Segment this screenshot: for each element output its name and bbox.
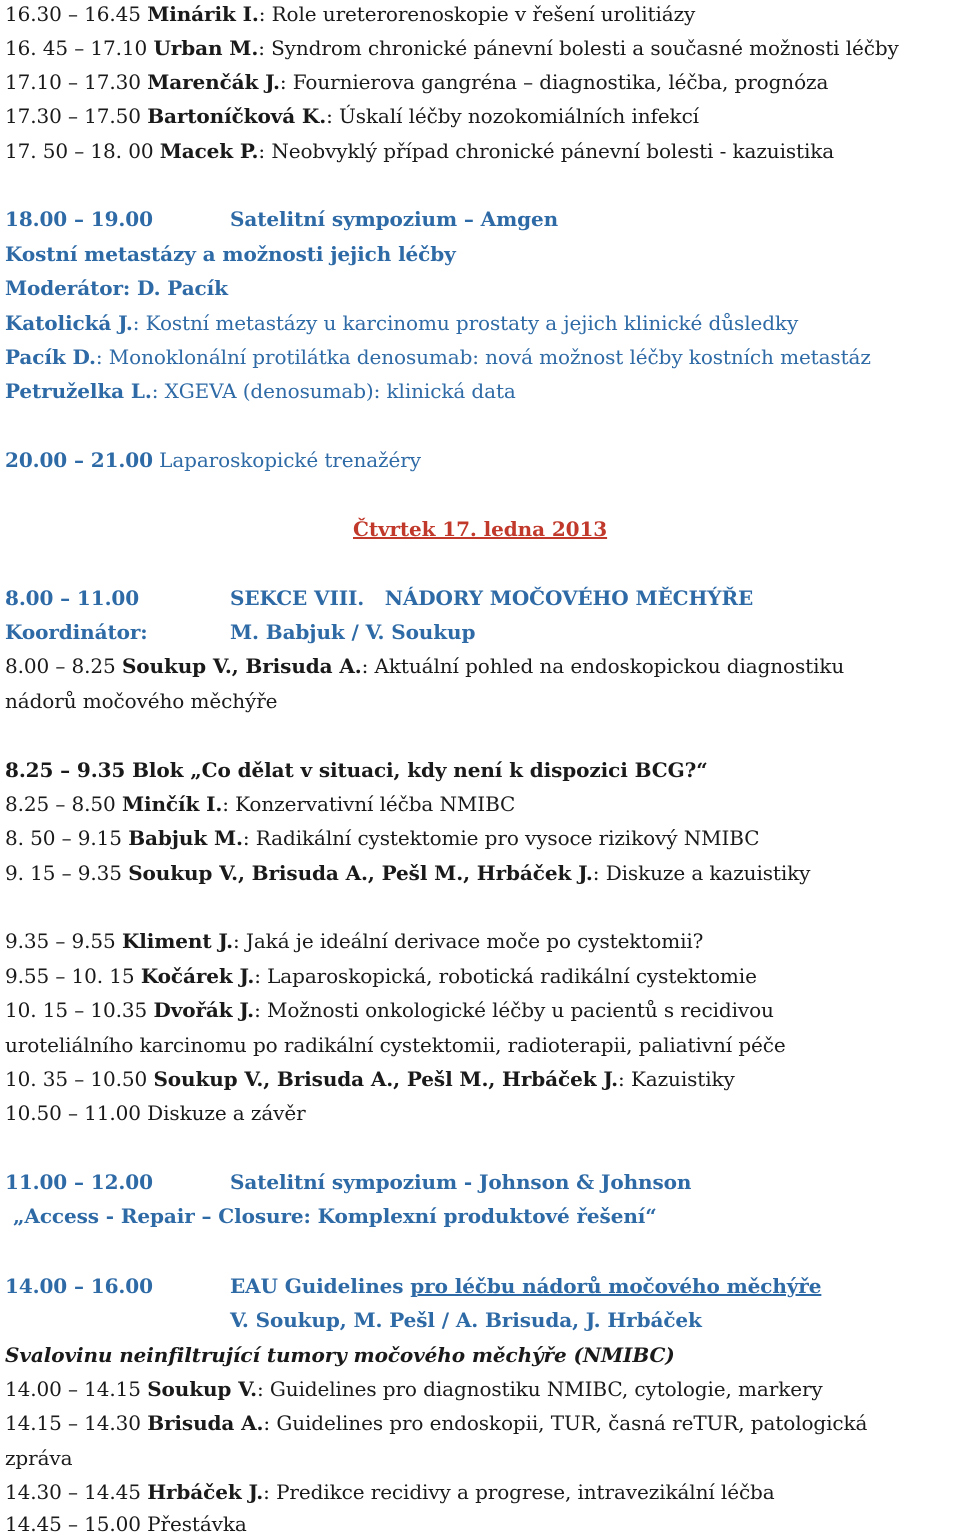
- guidelines-names-line: V. Soukup, M. Pešl / A. Brisuda, J. Hrbáček: [230, 1308, 702, 1332]
- program-line: Pacík D.: Monoklonální protilátka denosumab: nová možnost léčby kostních metastáz: [5, 345, 871, 369]
- speaker-name: Kliment J.: [121, 929, 234, 953]
- day-heading: Čtvrtek 17. ledna 2013: [353, 517, 608, 541]
- program-line: 10. 15 – 10.35 Dvořák J.: Možnosti onkologické léčby u pacientů s recidivou: [5, 998, 774, 1022]
- speaker-name: Petruželka L.: [5, 379, 152, 403]
- moderator-line: Moderátor: D. Pacík: [5, 276, 228, 300]
- program-line: 14.00 – 14.15 Soukup V.: Guidelines pro diagnostiku NMIBC, cytologie, markery: [5, 1377, 823, 1401]
- symposium-heading: 11.00 – 12.00 Satelitní sympozium - Johnson & Johnson: [5, 1170, 692, 1194]
- program-line: 14.30 – 14.45 Hrbáček J.: Predikce recidivy a progrese, intravezikální léčba: [5, 1480, 775, 1504]
- program-line: 10.50 – 11.00 Diskuze a závěr: [5, 1101, 306, 1125]
- program-line: 14.15 – 14.30 Brisuda A.: Guidelines pro endoskopii, TUR, časná reTUR, patologická: [5, 1411, 868, 1435]
- program-line: Petruželka L.: XGEVA (denosumab): klinická data: [5, 379, 516, 403]
- program-line: 20.00 – 21.00 Laparoskopické trenažéry: [5, 448, 421, 472]
- program-line: 9. 15 – 9.35 Soukup V., Brisuda A., Pešl M., Hrbáček J.: Diskuze a kazuistiky: [5, 861, 811, 885]
- program-line: 9.35 – 9.55 Kliment J.: Jaká je ideální derivace moče po cystektomii?: [5, 929, 704, 953]
- speaker-name: Marenčák J.: [147, 70, 280, 94]
- speaker-name: Dvořák J.: [153, 998, 255, 1022]
- program-line-cont: zpráva: [5, 1446, 73, 1470]
- coordinator-line: Koordinátor: M. Babjuk / V. Soukup: [5, 620, 476, 644]
- speaker-name: Urban M.: [153, 36, 259, 60]
- speaker-name: Kočárek J.: [140, 964, 255, 988]
- program-line: 10. 35 – 10.50 Soukup V., Brisuda A., Pešl M., Hrbáček J.: Kazuistiky: [5, 1067, 735, 1091]
- program-line-cont: nádorů močového měchýře: [5, 689, 278, 713]
- speaker-name: Macek P.: [159, 139, 259, 163]
- program-line: 9.55 – 10. 15 Kočárek J.: Laparoskopická, robotická radikální cystektomie: [5, 964, 757, 988]
- program-line: 16. 45 – 17.10 Urban M.: Syndrom chronické pánevní bolesti a současné možnosti léčby: [5, 36, 899, 60]
- speaker-name: Hrbáček J.: [147, 1480, 264, 1504]
- speaker-name: Bartoníčková K.: [147, 104, 327, 128]
- program-line: 14.45 – 15.00 Přestávka: [5, 1512, 247, 1536]
- speaker-name: Soukup V., Brisuda A., Pešl M., Hrbáček J.: [153, 1067, 619, 1091]
- speaker-name: Minárik I.: [147, 2, 259, 26]
- program-line: Katolická J.: Kostní metastázy u karcinomu prostaty a jejich klinické důsledky: [5, 311, 799, 335]
- program-line: 17.10 – 17.30 Marenčák J.: Fournierova gangréna – diagnostika, léčba, prognóza: [5, 70, 829, 94]
- program-line: 8.00 – 8.25 Soukup V., Brisuda A.: Aktuální pohled na endoskopickou diagnostiku: [5, 654, 845, 678]
- symposium-heading: 18.00 – 19.00 Satelitní sympozium – Amgen: [5, 207, 559, 231]
- day-heading-line: [5, 513, 955, 545]
- program-line: 16.30 – 16.45 Minárik I.: Role ureterorenoskopie v řešení urolitiázy: [5, 2, 696, 26]
- block-heading: 8.25 – 9.35 Blok „Co dělat v situaci, kdy není k dispozici BCG?“: [5, 758, 708, 782]
- speaker-name: Pacík D.: [5, 345, 96, 369]
- program-line: 17. 50 – 18. 00 Macek P.: Neobvyklý případ chronické pánevní bolesti - kazuistika: [5, 139, 835, 163]
- symposium-subtitle: „Access - Repair – Closure: Komplexní produktové řešení“: [13, 1204, 657, 1228]
- speaker-name: Babjuk M.: [128, 826, 243, 850]
- section-heading: 8.00 – 11.00 SEKCE VIII. NÁDORY MOČOVÉHO MĚCHÝŘE: [5, 586, 754, 610]
- guidelines-heading: 14.00 – 16.00 EAU Guidelines pro léčbu nádorů močového měchýře: [5, 1274, 822, 1298]
- speaker-name: Brisuda A.: [147, 1411, 264, 1435]
- speaker-name: Minčík I.: [121, 792, 223, 816]
- speaker-name: Soukup V.: [147, 1377, 257, 1401]
- program-line: 8. 50 – 9.15 Babjuk M.: Radikální cystektomie pro vysoce rizikový NMIBC: [5, 826, 760, 850]
- nmibc-heading: Svalovinu neinfiltrující tumory močového měchýře (NMIBC): [5, 1343, 675, 1367]
- speaker-name: Soukup V., Brisuda A.: [121, 654, 362, 678]
- program-line: 17.30 – 17.50 Bartoníčková K.: Úskalí léčby nozokomiálních infekcí: [5, 104, 699, 128]
- program-line-cont: uroteliálního karcinomu po radikální cystektomii, radioterapii, paliativní péče: [5, 1033, 786, 1057]
- speaker-name: Soukup V., Brisuda A., Pešl M., Hrbáček J.: [128, 861, 593, 885]
- speaker-name: Katolická J.: [5, 311, 133, 335]
- symposium-subtitle: Kostní metastázy a možnosti jejich léčby: [5, 242, 456, 266]
- program-line: 8.25 – 8.50 Minčík I.: Konzervativní léčba NMIBC: [5, 792, 516, 816]
